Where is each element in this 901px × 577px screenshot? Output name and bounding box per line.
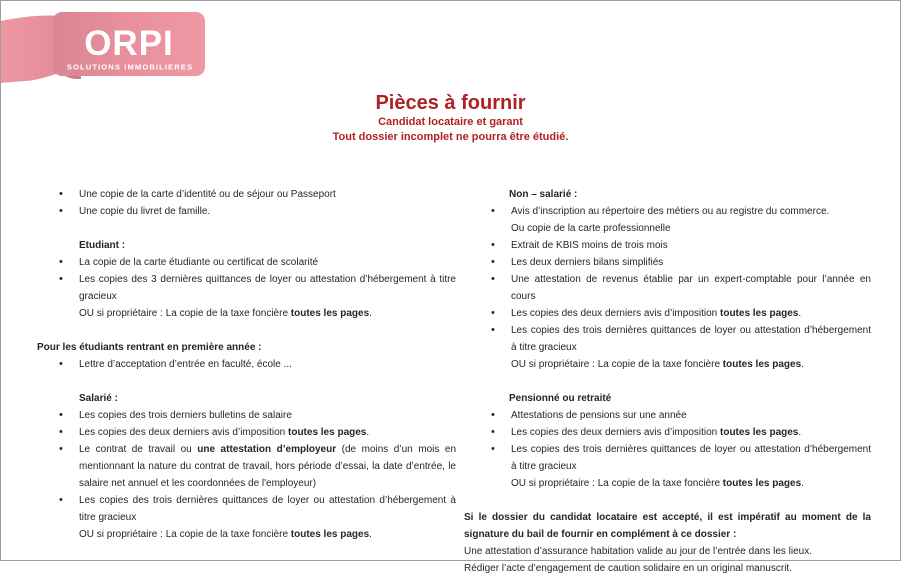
list-item (464, 305, 871, 322)
bold-text: toutes les pages (290, 308, 370, 319)
text-run: . (798, 427, 802, 438)
text-run: Une attestation d’assurance habitation valide au jour de l’entrée dans les lieux. (464, 546, 812, 557)
bold-text: Si le dossier du candidat locataire est accepté, il est impératif au moment de la signature du bail de fournir en complément à ce dossier : (464, 512, 871, 540)
document-section (464, 186, 871, 373)
list-item (464, 237, 871, 254)
list-item (464, 424, 871, 441)
document-section (464, 390, 871, 492)
text-run: Ou copie de la carte professionnelle (511, 223, 671, 234)
continuation-line (511, 220, 871, 237)
bold-text: toutes les pages (722, 478, 802, 489)
bold-text: toutes les pages (720, 308, 799, 319)
list-item (464, 407, 871, 424)
document-section (37, 237, 456, 322)
text-run: Les copies des trois derniers bulletins de salaire (79, 410, 292, 421)
continuation-line (79, 526, 456, 543)
document-section (37, 186, 456, 220)
continuation-line (511, 475, 871, 492)
section-heading: Pour les étudiants rentrant en première année : (37, 342, 262, 353)
logo-tagline-text: SOLUTIONS IMMOBILIERES (66, 62, 194, 72)
bullet-list (37, 254, 456, 322)
text-run: Une copie de la carte d’identité ou de séjour ou Passeport (79, 189, 336, 200)
text-run: Rédiger l’acte d’engagement de caution solidaire en un original manuscrit. (464, 563, 792, 574)
page-subtitle-audience: Candidat locataire et garant (378, 116, 523, 128)
text-run: Les copies des trois dernières quittances de loyer ou attestation d’hébergement à titre gracieux (511, 325, 871, 353)
text-run: . (798, 308, 802, 319)
document-section (37, 339, 456, 373)
bold-text: toutes les pages (722, 359, 802, 370)
text-run: La copie de la carte étudiante ou certificat de scolarité (79, 257, 319, 268)
list-item (464, 203, 871, 237)
list-item (37, 441, 456, 492)
section-heading: Non – salarié : (509, 189, 578, 200)
document-section (464, 509, 871, 577)
paragraph (464, 543, 871, 560)
document-section (37, 390, 456, 543)
bullet-list (464, 407, 871, 492)
text-run: Avis d’inscription au répertoire des métiers ou au registre du commerce. (511, 206, 830, 217)
bold-text: toutes les pages (720, 427, 799, 438)
text-run: OU si propriétaire : La copie de la taxe foncière (511, 359, 723, 370)
text-run: Attestations de pensions sur une année (511, 410, 687, 421)
page-title: Pièces à fournir (375, 92, 526, 114)
paragraph (464, 560, 871, 577)
list-item (37, 356, 456, 373)
continuation-line (511, 356, 871, 373)
page-subtitle-warning: Tout dossier incomplet ne pourra être étudié. (332, 130, 569, 143)
bullet-list (37, 407, 456, 543)
list-item (464, 271, 871, 305)
bold-text: toutes les pages (290, 529, 370, 540)
text-run: Les copies des deux derniers avis d’imposition (511, 427, 720, 438)
list-item (37, 424, 456, 441)
text-run: Lettre d’acceptation d’entrée en faculté, école ... (79, 359, 292, 370)
bullet-list (37, 356, 456, 373)
text-run: Une copie du livret de famille. (79, 206, 211, 217)
text-run: OU si propriétaire : La copie de la taxe foncière (79, 529, 291, 540)
continuation-line (79, 305, 456, 322)
text-run: . (366, 427, 370, 438)
text-run: (de moins d’un mois en mentionnant la nature du contrat de travail, hors période d’essai, la date d’entrée, le salaire net annuel et les coordonnées de l'employeur) (79, 444, 457, 489)
list-item (37, 186, 456, 203)
list-item (464, 254, 871, 271)
list-item (37, 271, 456, 322)
list-item (37, 492, 456, 543)
bullet-list (464, 203, 871, 373)
bold-text: une attestation d’employeur (197, 444, 337, 455)
section-heading: Salarié : (79, 393, 118, 404)
logo-brand-text: ORPI (84, 24, 174, 63)
text-run: Les copies des trois dernières quittances de loyer ou attestation d’hébergement à titre gracieux (79, 495, 456, 523)
left-column (37, 186, 456, 577)
right-column (464, 186, 871, 577)
text-run: Les copies des deux derniers avis d’imposition (79, 427, 288, 438)
text-run: Les copies des 3 dernières quittances de loyer ou attestation d’hébergement à titre gracieux (79, 274, 456, 302)
list-item (37, 254, 456, 271)
text-run: Le contrat de travail ou (79, 444, 198, 455)
text-run: Les copies des deux derniers avis d’imposition (511, 308, 720, 319)
bullet-list (37, 186, 456, 220)
list-item (37, 407, 456, 424)
text-run: . (369, 308, 372, 319)
text-run: OU si propriétaire : La copie de la taxe foncière (511, 478, 723, 489)
text-run: . (801, 359, 804, 370)
list-item (464, 322, 871, 373)
bold-text: toutes les pages (288, 427, 367, 438)
paragraph (464, 509, 871, 543)
list-item (464, 441, 871, 492)
list-item (37, 203, 456, 220)
text-run: Les deux derniers bilans simplifiés (511, 257, 664, 268)
text-run: . (801, 478, 804, 489)
section-heading: Etudiant : (79, 240, 126, 251)
section-heading: Pensionné ou retraité (509, 393, 612, 404)
text-run: Une attestation de revenus établie par un expert-comptable pour l’année en cours (511, 274, 871, 302)
text-run: OU si propriétaire : La copie de la taxe foncière (79, 308, 291, 319)
text-run: . (369, 529, 372, 540)
document-body (1, 186, 900, 577)
text-run: Extrait de KBIS moins de trois mois (511, 240, 668, 251)
text-run: Les copies des trois dernières quittances de loyer ou attestation d’hébergement à titre gracieux (511, 444, 871, 472)
orpi-logo (1, 6, 213, 86)
